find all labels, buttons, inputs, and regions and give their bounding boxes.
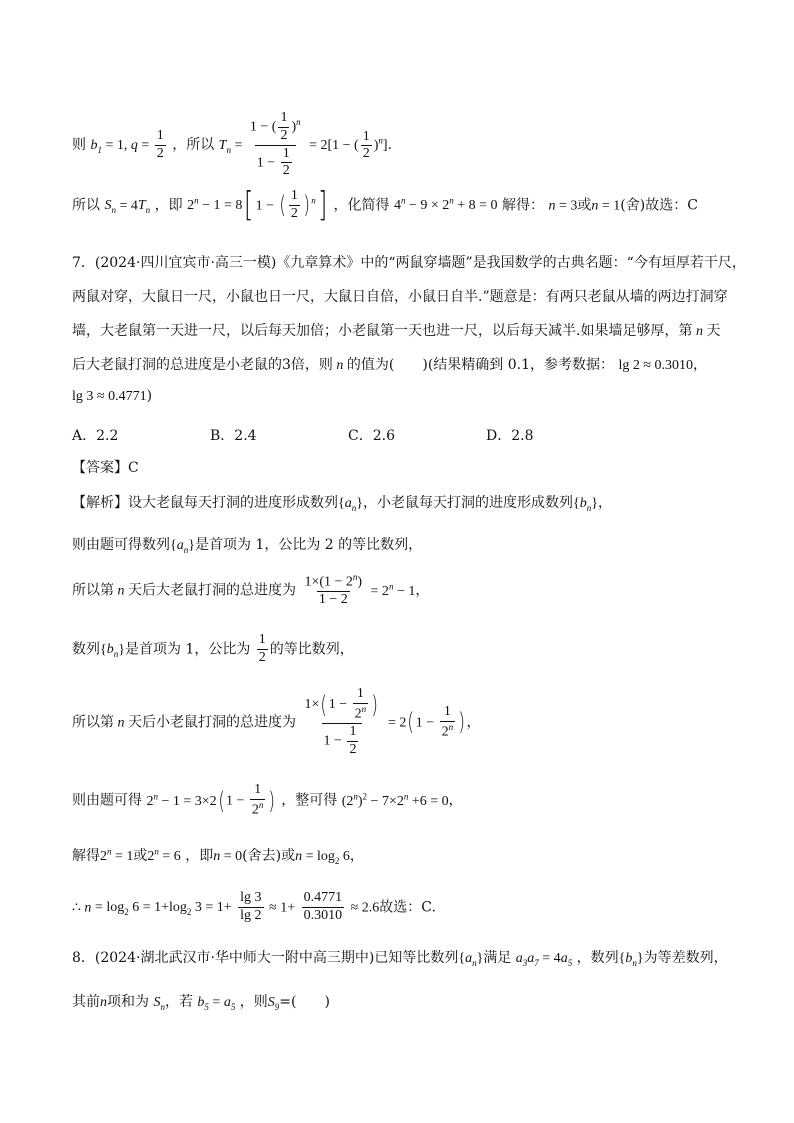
- analysis-line-5: 所以第 n 天后小老鼠打洞的总进度为 1×(1 − $\frac{1}{2^n}$ ) 1 − $\frac{1}{2}$ = 2(1 − $\frac{1}{2^n}$ )，: [72, 686, 481, 758]
- lg3-value: lg 3 ≈ 0.4771: [72, 389, 147, 404]
- formula-line-2: 所以 $S_n = 4T_n$ ，即 $2^n - 1 = 8$[ 1 − ( $\frac{1}{2}$ )$^n$] ，化简得 $4^n - 9 \times 2^n + 8 = 0$ 解得： n = 3或n = 1(舍)故选：C: [72, 185, 698, 226]
- q8-line-1: 8．(2024·湖北武汉市·华中师大一附中高三期中)已知等比数列$\{a_n\}$满足 $a_3a_7 = 4a_5$ ，数列$\{b_n\}$为等差数列，: [72, 950, 728, 968]
- analysis-line-3: 所以第 n 天后大老鼠打洞的总进度为 $\frac{1\times(1 - 2^n)}{1 - 2}$ = $2^n - 1$，: [72, 572, 430, 608]
- text-suoyi-2: 所以: [72, 197, 100, 214]
- text-jiede: 解得：: [502, 197, 544, 214]
- q7-line-2: 两鼠对穿，大鼠日一尺，小鼠也日一尺，大鼠日自倍，小鼠日自半.”题意是：有两只老鼠从墙的两边打洞穿: [72, 289, 728, 305]
- q8-line-2: 其前n项和为 $S_n$，若 $b_5 = a_5$ ，则$S_9=$( ): [72, 994, 330, 1012]
- q7-line-3: 墙，大老鼠第一天进一尺，以后每天加倍；小老鼠第一天也进一尺，以后每天减半.如果墙足够厚，第 n 天: [72, 323, 721, 339]
- option-a: A．2.2: [72, 428, 119, 444]
- math-b1: $b_1$: [90, 138, 102, 155]
- analysis-line-4: 数列$\{b_n\}$是首项为 1，公比为 $\frac{1}{2}$ 的等比数列，: [72, 632, 354, 665]
- analysis-line-6: 则由题可得 $2^n - 1 = 3\times 2(1$ − $\frac{1}{2^n}$ ) ，整可得 $(2^n)^2 - 7\times 2^n +6 = 0$，: [72, 782, 463, 818]
- analysis-line-1: 【解析】设大老鼠每天打洞的进度形成数列$\{a_n\}$，小老鼠每天打洞的进度形成数列$\{b_n\}$，: [72, 495, 612, 513]
- text-ze: 则: [72, 137, 86, 154]
- q7-line-1: 7．(2024·四川宜宾市·高三一模)《九章算术》中的“两鼠穿墙题”是我国数学的古典名题：“今有垣厚若干尺，: [72, 255, 746, 271]
- fraction-Tn: 1 − ( $\frac{1}{2}$ )$^n$ 1 − $\frac{1}{2}$: [249, 110, 301, 179]
- formula-line-1: 则 $b_1 = 1$, q = $\frac{1}{2}$ ，所以 $T_n$ = 1 − ( $\frac{1}{2}$ )$^n$ 1 − $\frac{1}{2}$ = 2[1 − ( $\frac{1}{2}$ )$^n$].: [72, 110, 392, 179]
- q7-line-4: 后大老鼠打洞的总进度是小老鼠的3倍，则 n 的值为( )(结果精确到 0.1，参考数据： lg 2 ≈ 0.3010，: [72, 357, 708, 373]
- text-huajiande: ，化简得: [333, 197, 390, 214]
- analysis-line-2: 则由题可得数列$\{a_n\}$是首项为 1，公比为 2 的等比数列，: [72, 537, 423, 555]
- text-ji: ，即: [154, 197, 183, 214]
- q7-line-5: lg 3 ≈ 0.4771): [72, 388, 153, 404]
- text-guxuan: (舍)故选：C: [620, 197, 698, 214]
- text-suoyi: ，所以: [172, 137, 215, 154]
- fraction-half: $\frac{1}{2}$: [156, 127, 164, 161]
- option-c: C．2.6: [348, 428, 395, 444]
- option-d: D．2.8: [486, 428, 534, 444]
- answer: 【答案】C: [72, 460, 139, 476]
- analysis-line-7: 解得$2^n = 1$或$2^n = 6$ ，即n = 0(舍去)或$n = \log_2 6$，: [72, 846, 364, 866]
- lg2-value: lg 2 ≈ 0.3010: [618, 358, 694, 373]
- option-b: B．2.4: [210, 428, 257, 444]
- analysis-line-8: ∴ $n = \log_2 6 = 1+\log_2$ 3 = 1+ $\frac{\lg 3}{\lg 2}$ ≈ 1+ $\frac{0.4771}{0.3010}$ ≈ 2.6故选：C.: [72, 890, 436, 923]
